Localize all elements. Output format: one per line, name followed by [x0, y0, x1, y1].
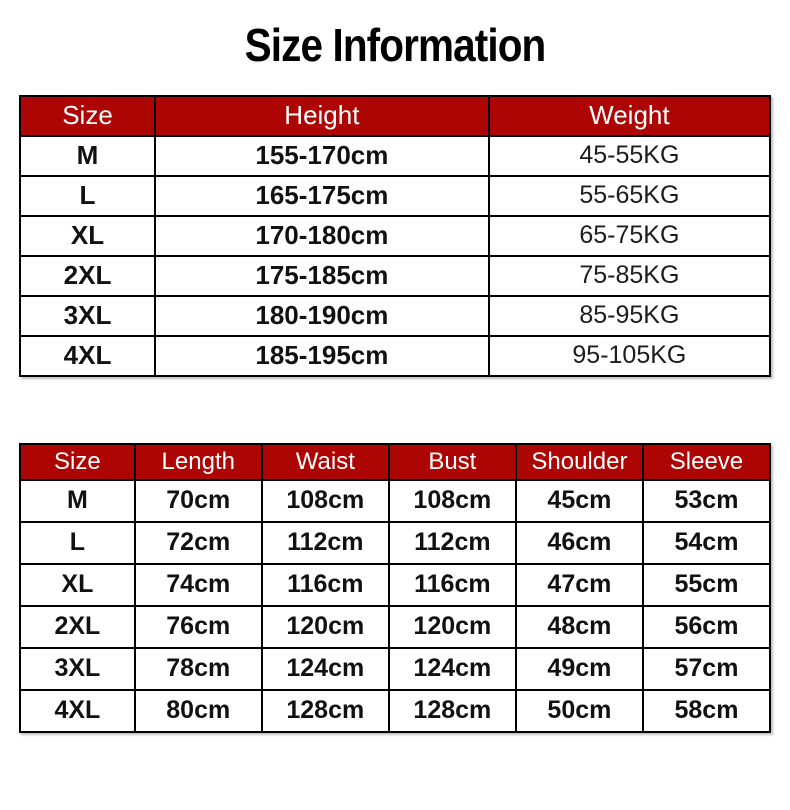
value-cell: 57cm [643, 648, 770, 690]
size-cell: 4XL [20, 336, 155, 376]
value-cell: 124cm [262, 648, 389, 690]
value-cell: 45-55KG [489, 136, 770, 176]
column-header-weight: Weight [489, 96, 770, 136]
value-cell: 54cm [643, 522, 770, 564]
header-row [20, 444, 770, 480]
value-cell: 108cm [262, 480, 389, 522]
value-cell: 53cm [643, 480, 770, 522]
value-cell: 46cm [516, 522, 643, 564]
column-header-length: Length [135, 444, 262, 480]
size-cell: 4XL [20, 690, 135, 732]
value-cell: 74cm [135, 564, 262, 606]
value-cell: 85-95KG [489, 296, 770, 336]
table-row [20, 522, 770, 564]
table-row [20, 690, 770, 732]
value-cell: 128cm [262, 690, 389, 732]
value-cell: 55-65KG [489, 176, 770, 216]
value-cell: 116cm [389, 564, 516, 606]
value-cell: 180-190cm [155, 296, 489, 336]
table-row [20, 176, 770, 216]
value-cell: 112cm [262, 522, 389, 564]
size-cell: XL [20, 216, 155, 256]
table-row [20, 336, 770, 376]
value-cell: 70cm [135, 480, 262, 522]
table-row [20, 564, 770, 606]
size-cell: 3XL [20, 296, 155, 336]
value-cell: 65-75KG [489, 216, 770, 256]
column-header-bust: Bust [389, 444, 516, 480]
value-cell: 185-195cm [155, 336, 489, 376]
value-cell: 108cm [389, 480, 516, 522]
header-row [20, 96, 770, 136]
value-cell: 120cm [389, 606, 516, 648]
table-row [20, 606, 770, 648]
table-row [20, 648, 770, 690]
table-row [20, 256, 770, 296]
value-cell: 80cm [135, 690, 262, 732]
column-header-shoulder: Shoulder [516, 444, 643, 480]
measurements-table [19, 443, 771, 733]
table-row [20, 296, 770, 336]
size-cell: 2XL [20, 256, 155, 296]
value-cell: 155-170cm [155, 136, 489, 176]
page-title: Size Information [244, 19, 546, 71]
value-cell: 49cm [516, 648, 643, 690]
value-cell: 170-180cm [155, 216, 489, 256]
column-header-size: Size [20, 444, 135, 480]
value-cell: 76cm [135, 606, 262, 648]
value-cell: 48cm [516, 606, 643, 648]
value-cell: 165-175cm [155, 176, 489, 216]
value-cell: 116cm [262, 564, 389, 606]
value-cell: 50cm [516, 690, 643, 732]
value-cell: 56cm [643, 606, 770, 648]
column-header-size: Size [20, 96, 155, 136]
value-cell: 120cm [262, 606, 389, 648]
value-cell: 58cm [643, 690, 770, 732]
table-row [20, 480, 770, 522]
value-cell: 175-185cm [155, 256, 489, 296]
table-row [20, 136, 770, 176]
size-cell: 2XL [20, 606, 135, 648]
value-cell: 78cm [135, 648, 262, 690]
size-cell: 3XL [20, 648, 135, 690]
value-cell: 55cm [643, 564, 770, 606]
size-cell: XL [20, 564, 135, 606]
column-header-waist: Waist [262, 444, 389, 480]
value-cell: 75-85KG [489, 256, 770, 296]
value-cell: 128cm [389, 690, 516, 732]
size-cell: L [20, 522, 135, 564]
size-cell: M [20, 480, 135, 522]
value-cell: 45cm [516, 480, 643, 522]
value-cell: 72cm [135, 522, 262, 564]
table-row [20, 216, 770, 256]
value-cell: 95-105KG [489, 336, 770, 376]
value-cell: 47cm [516, 564, 643, 606]
size-cell: M [20, 136, 155, 176]
column-header-sleeve: Sleeve [643, 444, 770, 480]
value-cell: 112cm [389, 522, 516, 564]
size-cell: L [20, 176, 155, 216]
value-cell: 124cm [389, 648, 516, 690]
column-header-height: Height [155, 96, 489, 136]
size-height-weight-table [19, 95, 771, 377]
